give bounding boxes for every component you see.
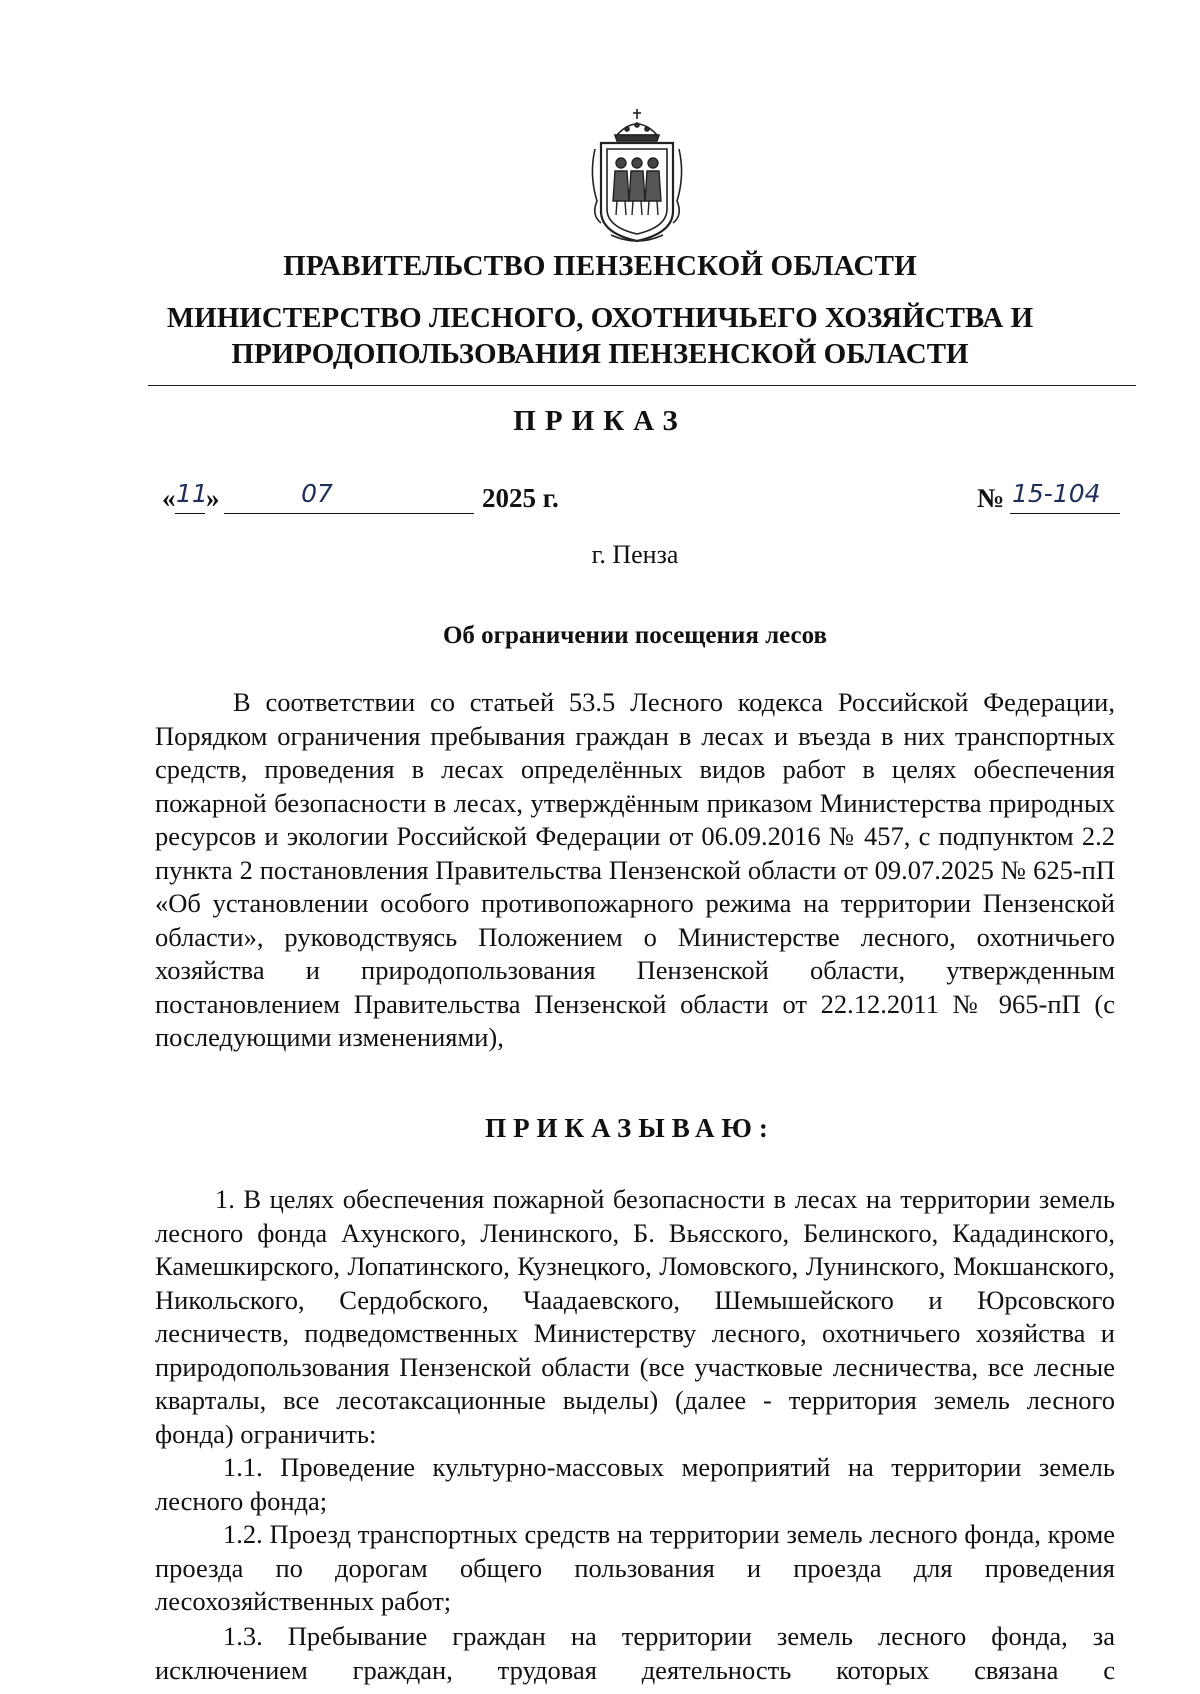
document-title: Об ограничении посещения лесов bbox=[442, 622, 827, 649]
ministry-name-line-2: ПРИРОДОПОЛЬЗОВАНИЯ ПЕНЗЕНСКОЙ ОБЛАСТИ bbox=[231, 338, 969, 370]
date-open-quote: « bbox=[162, 483, 176, 513]
date-month-underline bbox=[224, 513, 474, 514]
order-word: ПРИКАЗЫВАЮ: bbox=[485, 1113, 775, 1143]
date-year: 2025 г. bbox=[482, 483, 559, 513]
date-number-line bbox=[162, 479, 1122, 519]
item-1-1-paragraph: 1.1. Проведение культурно-массовых мероприятий на территории земель лесного фонда; bbox=[155, 1452, 1115, 1516]
preamble-paragraph: В соответствии со статьей 53.5 Лесного кодекса Российской Федерации, Порядком ограничения пребывания граждан в лесах и въезда в них транспортных средств, проведения в лесах определённых видов работ в целях обеспечения пожарной безопасности в лесах, утверждённым приказом Министерства природных ресурсов и экологии Российской Федерации от 06.09.2016 № 457, с подпунктом 2.2 пункта 2 постановления Правительства Пензенской области от 09.07.2025 № 625-пП «Об установлении особого противопожарного режима на территории Пензенской области», руководствуясь Положением о Министерстве лесного, охотничьего хозяйства и природопользования Пензенской области, утвержденным постановлением Правительства Пензенской области от 22.12.2011 № 965-пП (с последующими изменениями), bbox=[155, 687, 1115, 1052]
date-month-handwritten: 07 bbox=[301, 479, 333, 508]
date-day-handwritten: 11 bbox=[176, 479, 208, 508]
order-number-handwritten: 15-104 bbox=[1012, 479, 1101, 508]
date-close-quote: » bbox=[206, 483, 220, 513]
item-1-3-paragraph: 1.3. Пребывание граждан на территории земель лесного фонда, за исключением граждан, трудовая деятельность которых связана с bbox=[155, 1621, 1115, 1685]
coat-of-arms-icon bbox=[587, 105, 687, 245]
order-number-label: № bbox=[977, 483, 1005, 513]
government-name: ПРАВИТЕЛЬСТВО ПЕНЗЕНСКОЙ ОБЛАСТИ bbox=[283, 250, 917, 282]
ministry-name-line-1: МИНИСТЕРСТВО ЛЕСНОГО, ОХОТНИЧЬЕГО ХОЗЯЙСТВА И bbox=[166, 302, 1034, 334]
ministry-name bbox=[150, 300, 1050, 372]
item-1-paragraph: 1. В целях обеспечения пожарной безопасности в лесах на территории земель лесного фонда Ахунского, Ленинского, Б. Вьясского, Белинского, Кададинского, Камешкирского, Лопатинского, Кузнецкого, Ломовского, Лунинского, Мокшанского, Никольского, Сердобского, Чаадаевского, Шемышейского и Юрсовского лесничеств, подведомственных Министерству лесного, охотничьего хозяйства и природопользования Пензенской области (все участковые лесничества, все лесные кварталы, все лесотаксационные выделы) (далее - территория земель лесного фонда) ограничить: bbox=[155, 1184, 1115, 1449]
header-divider bbox=[148, 385, 1136, 386]
date-day-underline bbox=[175, 513, 205, 514]
item-1-2-paragraph: 1.2. Проезд транспортных средств на территории земель лесного фонда, кроме проезда по дорогам общего пользования и проезда для проведения лесохозяйственных работ; bbox=[155, 1519, 1115, 1616]
order-number-underline bbox=[1010, 513, 1120, 514]
document-type: ПРИКАЗ bbox=[513, 405, 687, 437]
city: г. Пенза bbox=[591, 540, 679, 569]
